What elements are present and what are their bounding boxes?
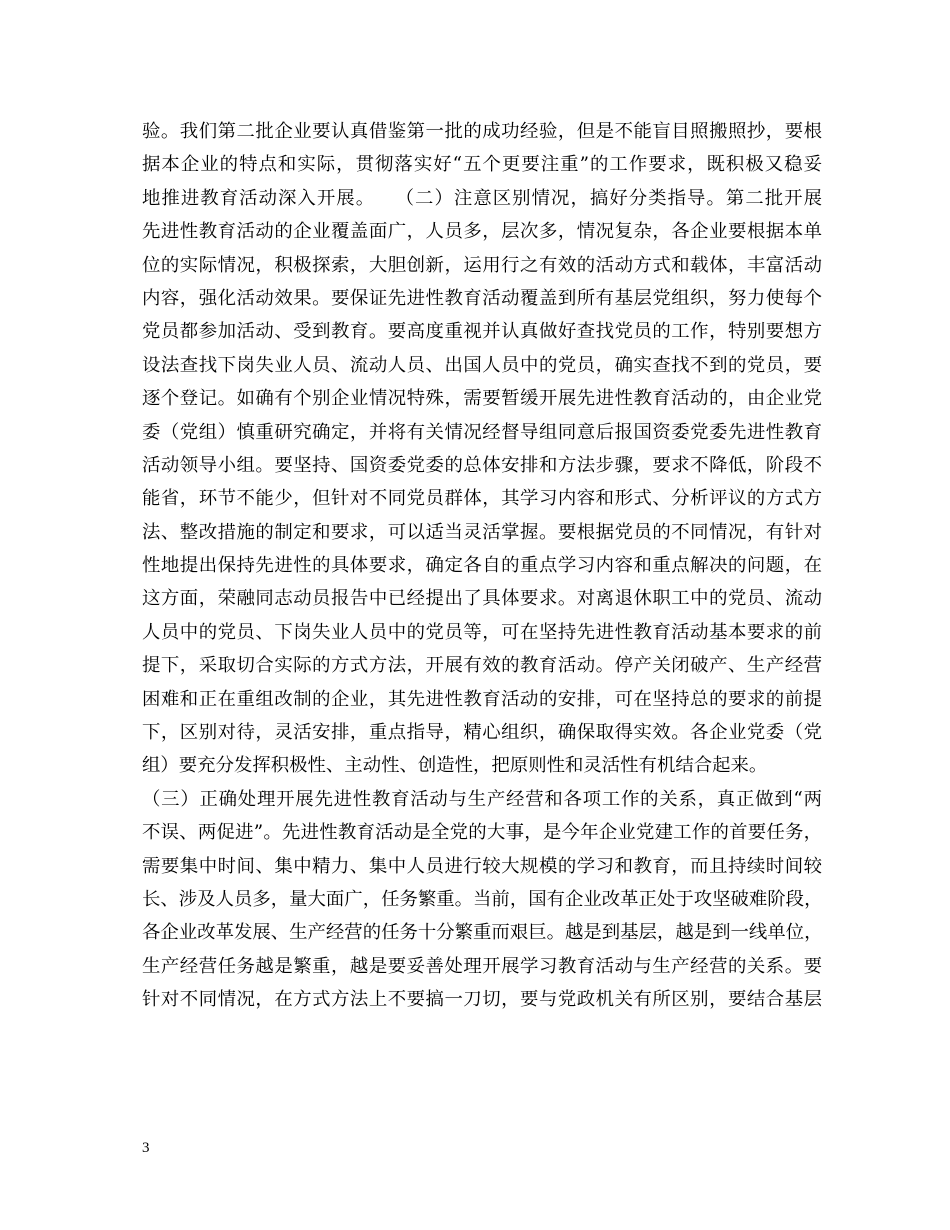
text-line: 下，区别对待，灵活安排，重点指导，精心组织，确保取得实效。各企业党委（党 — [142, 722, 822, 744]
text-line: 验。我们第二批企业要认真借鉴第一批的成功经验，但是不能盲目照搬照抄，要根 — [142, 121, 822, 142]
text-line: 先进性教育活动的企业覆盖面广，人员多，层次多，情况复杂，各企业要根据本单 — [142, 221, 822, 243]
text-line: 能省，环节不能少，但针对不同党员群体，其学习内容和形式、分析评议的方式方 — [142, 488, 822, 510]
text-line: 地推进教育活动深入开展。 （二）注意区别情况，搞好分类指导。第二批开展 — [142, 187, 822, 209]
text-line: 需要集中时间、集中精力、集中人员进行较大规模的学习和教育，而且持续时间较 — [142, 855, 822, 877]
text-line: 逐个登记。如确有个别企业情况特殊，需要暂缓开展先进性教育活动的，由企业党 — [142, 388, 822, 410]
text-line: 法、整改措施的制定和要求，可以适当灵活掌握。要根据党员的不同情况，有针对 — [142, 521, 822, 543]
text-line: 组）要充分发挥积极性、主动性、创造性，把原则性和灵活性有机结合起来。 — [142, 755, 768, 777]
text-line: 长、涉及人员多，量大面广，任务繁重。当前，国有企业改革正处于攻坚破难阶段， — [142, 888, 823, 910]
text-line: 困难和正在重组改制的企业，其先进性教育活动的安排，可在坚持总的要求的前提 — [142, 688, 822, 710]
text-line: 生产经营任务越是繁重，越是要妥善处理开展学习教育活动与生产经营的关系。要 — [142, 955, 822, 977]
text-line: 活动领导小组。要坚持、国资委党委的总体安排和方法步骤，要求不降低，阶段不 — [142, 454, 822, 476]
text-line: 位的实际情况，积极探索，大胆创新，运用行之有效的活动方式和载体，丰富活动 — [142, 254, 822, 276]
text-line: 设法查找下岗失业人员、流动人员、出国人员中的党员，确实查找不到的党员，要 — [142, 354, 822, 376]
text-line: 针对不同情况，在方式方法上不要搞一刀切，要与党政机关有所区别，要结合基层 — [142, 989, 822, 1011]
text-line: 性地提出保持先进性的具体要求，确定各自的重点学习内容和重点解决的问题，在 — [142, 555, 822, 577]
text-line: 人员中的党员、下岗失业人员中的党员等，可在坚持先进性教育活动基本要求的前 — [142, 621, 822, 643]
text-line: 不误、两促进”。先进性教育活动是全党的大事，是今年企业党建工作的首要任务， — [142, 822, 822, 844]
text-line: 党员都参加活动、受到教育。要高度重视并认真做好查找党员的工作，特别要想方 — [142, 321, 822, 343]
text-line: 据本企业的特点和实际，贯彻落实好“五个更要注重”的工作要求，既积极又稳妥 — [142, 154, 822, 176]
text-line: 委（党组）慎重研究确定，并将有关情况经督导组同意后报国资委党委先进性教育 — [142, 421, 822, 443]
text-line: 这方面，荣融同志动员报告中已经提出了具体要求。对离退休职工中的党员、流动 — [142, 588, 822, 610]
text-line: 各企业改革发展、生产经营的任务十分繁重而艰巨。越是到基层，越是到一线单位， — [142, 922, 823, 944]
text-line: 提下，采取切合实际的方式方法，开展有效的教育活动。停产关闭破产、生产经营 — [142, 655, 822, 677]
text-line: 内容，强化活动效果。要保证先进性教育活动覆盖到所有基层党组织，努力使每个 — [142, 287, 822, 309]
page-number: 3 — [142, 1140, 150, 1156]
text-line: （三）正确处理开展先进性教育活动与生产经营和各项工作的关系，真正做到“两 — [142, 788, 822, 810]
body-text — [142, 115, 822, 1017]
